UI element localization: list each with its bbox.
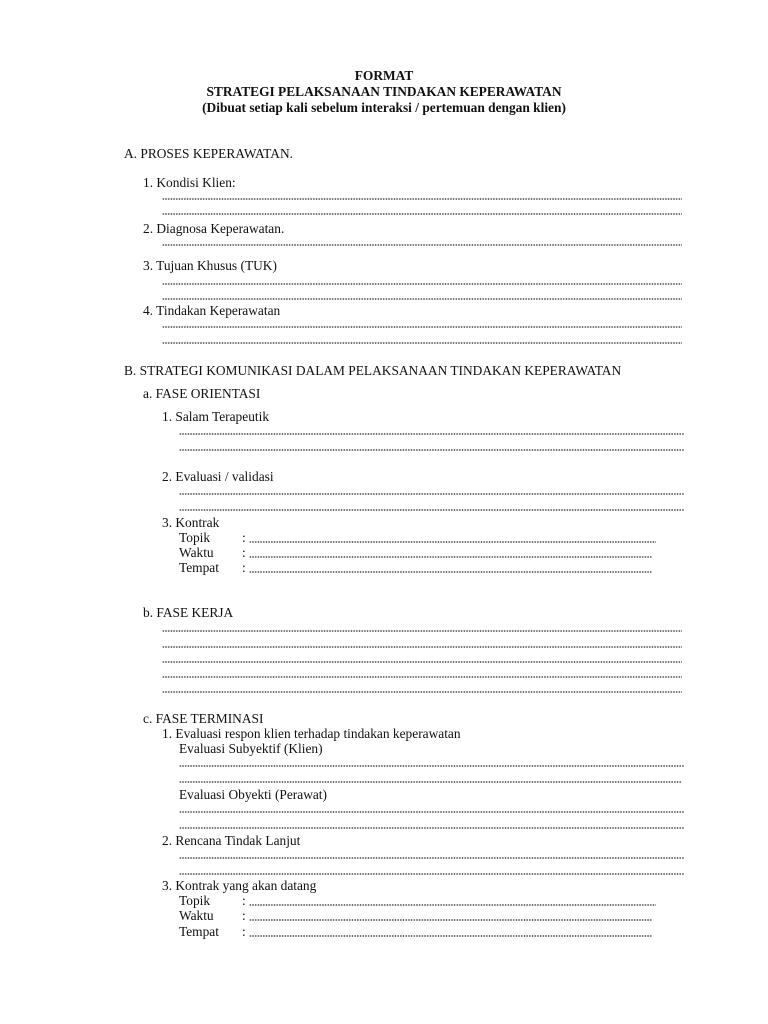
fill-line <box>179 433 684 435</box>
fill-line <box>179 857 684 859</box>
fill-line <box>162 326 682 328</box>
fill-line <box>249 571 652 573</box>
section-a-title: A. PROSES KEPERAWATAN. <box>124 146 293 161</box>
colon: : <box>242 545 246 560</box>
fill-line <box>162 198 682 200</box>
colon: : <box>242 530 246 545</box>
tempat-label: Tempat <box>179 560 219 575</box>
doc-title: STRATEGI PELAKSANAAN TINDAKAN KEPERAWATAN <box>206 84 562 99</box>
evaluasi-obyektif: Evaluasi Obyekti (Perawat) <box>179 787 327 802</box>
item-kondisi-klien: 1. Kondisi Klien: <box>143 175 236 190</box>
fase-kerja-title: b. FASE KERJA <box>143 605 234 620</box>
item-tindakan: 4. Tindakan Keperawatan <box>143 303 281 318</box>
fill-line <box>162 213 682 215</box>
fill-line <box>162 691 682 693</box>
colon: : <box>242 893 246 908</box>
fill-line <box>179 765 684 767</box>
fill-line <box>162 646 682 648</box>
fill-line <box>249 541 656 543</box>
fill-line <box>179 449 684 451</box>
colon: : <box>242 908 246 923</box>
fill-line <box>162 283 682 285</box>
fill-line <box>162 676 682 678</box>
fill-line <box>162 244 682 246</box>
topik-label: Topik <box>179 530 211 545</box>
fill-line <box>162 630 682 632</box>
evaluasi-respon: 1. Evaluasi respon klien terhadap tindakan keperawatan <box>162 726 461 741</box>
fill-line <box>179 493 684 495</box>
fill-line <box>179 873 684 875</box>
fase-orientasi-title: a. FASE ORIENTASI <box>143 386 261 401</box>
fill-line <box>162 661 682 663</box>
waktu-label: Waktu <box>179 908 214 923</box>
kontrak-akan-datang: 3. Kontrak yang akan datang <box>162 878 317 893</box>
colon: : <box>242 924 246 939</box>
fill-line <box>162 298 682 300</box>
fill-line <box>249 556 652 558</box>
fill-line <box>179 781 682 783</box>
section-b-title: B. STRATEGI KOMUNIKASI DALAM PELAKSANAAN TINDAKAN KEPERAWATAN <box>124 363 622 378</box>
fill-line <box>162 342 682 344</box>
fill-line <box>179 509 684 511</box>
salam-terapeutik: 1. Salam Terapeutik <box>162 409 270 424</box>
topik-label: Topik <box>179 893 211 908</box>
colon: : <box>242 560 246 575</box>
evaluasi-validasi: 2. Evaluasi / validasi <box>162 469 274 484</box>
fill-line <box>249 919 652 921</box>
fill-line <box>179 811 684 813</box>
doc-subtitle: (Dibuat setiap kali sebelum interaksi / pertemuan dengan klien) <box>202 100 566 115</box>
rencana-tindak-lanjut: 2. Rencana Tindak Lanjut <box>162 833 301 848</box>
tempat-label: Tempat <box>179 924 219 939</box>
fill-line <box>249 904 656 906</box>
fill-line <box>249 935 652 937</box>
fase-terminasi-title: c. FASE TERMINASI <box>143 711 264 726</box>
kontrak-label: 3. Kontrak <box>162 515 220 530</box>
evaluasi-subyektif: Evaluasi Subyektif (Klien) <box>179 741 323 756</box>
fill-line <box>179 827 684 829</box>
doc-format-label: FORMAT <box>354 68 414 83</box>
item-diagnosa: 2. Diagnosa Keperawatan. <box>143 221 285 236</box>
waktu-label: Waktu <box>179 545 214 560</box>
item-tujuan-khusus: 3. Tujuan Khusus (TUK) <box>143 258 277 273</box>
